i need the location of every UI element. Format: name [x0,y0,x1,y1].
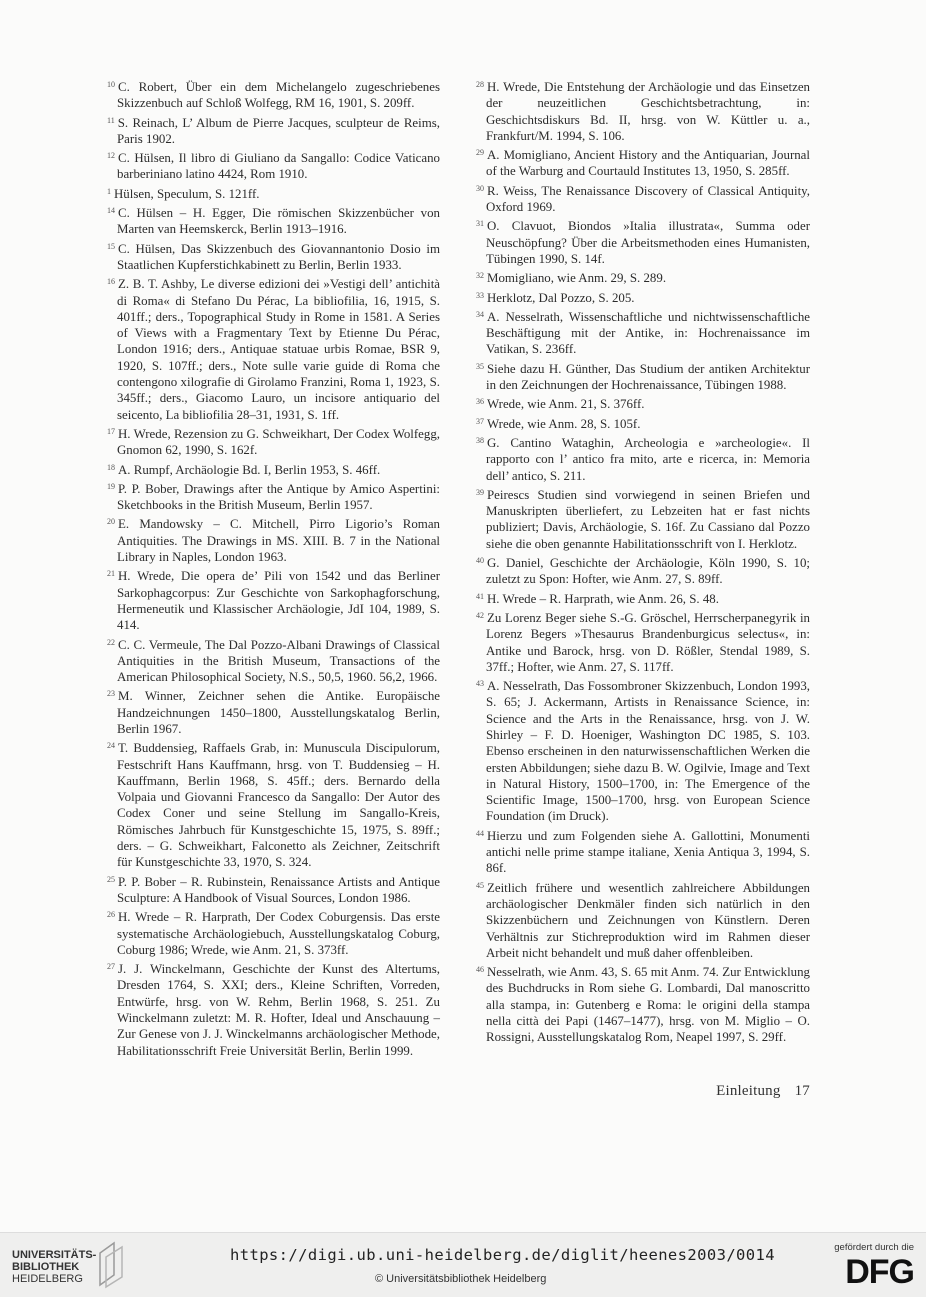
footnote-number: 44 [476,828,484,838]
footnote-number: 33 [476,290,484,300]
footnote-number: 42 [476,610,484,620]
footnote-text: H. Wrede, Rezension zu G. Schweikhart, Der Codex Wolfegg, Gnomon 62, 1990, S. 162f. [117,426,440,458]
footnote [476,485,810,552]
footnote-text: R. Weiss, The Renaissance Discovery of Classical Antiquity, Oxford 1969. [486,183,810,215]
footnote-number: 41 [476,591,484,601]
footnote [107,907,440,958]
footnote [107,184,440,202]
footnote-number: 35 [476,361,484,371]
footnote-number: 25 [107,874,115,884]
footnote-text: Wrede, wie Anm. 28, S. 105f. [487,416,641,431]
footnote [107,872,440,907]
footnote-number: 31 [476,219,484,229]
footnote-text: Peirescs Studien sind vorwiegend in seinen Briefen und Manuskripten überliefert, zu Lebzeiten hat er fast nichts publiziert; Davis, Archäologie, S. 16f. Zu Cassiano dal Pozzo siehe die oben genannte Habilitationsschrift von I. Herklotz. [486,487,810,551]
footnote-text: Zeitlich frühere und wesentlich zahlreichere Abbildungen archäologischer Denkmäler finden sich natürlich in den Skizzenbüchern und Zeichnungen von Künstlern. Deren Verhältnis zur Stichreproduktion wird im Rahmen dieser Arbeit nicht behandelt und muß daher offenbleiben. [486,880,810,960]
footnote-text: A. Momigliano, Ancient History and the Antiquarian, Journal of the Warburg and Courtauld Institutes 13, 1950, S. 285ff. [486,148,810,179]
footnote [107,274,440,423]
footnote-text: H. Wrede – R. Harprath, wie Anm. 26, S. 48. [487,591,719,606]
footnote-text: A. Rumpf, Archäologie Bd. I, Berlin 1953, S. 46ff. [118,462,381,477]
section-title: Einleitung [716,1083,781,1099]
footnote-number: 38 [476,435,484,445]
footnote-text: T. Buddensieg, Raffaels Grab, in: Munuscula Discipulorum, Festschrift Hans Kauffmann, hrsg. von T. Buddensieg – H. Kauffmann, Berlin 1968, S. 45ff.; ders. Bernardo della Volpaia und Giovanni Francesco da Sangallo: Der Autor des Codex Coner und seine Stellung im Sangallo-Kreis, Römisches Jahrbuch für Kunstgeschichte 15, 1975, S. 89ff.; ders. – G. Schweikhart, Falconetto als Zeichner, Zeitschrift für Kunstgeschichte 33, 1970, S. 324. [117,741,440,870]
footnote-text: Siehe dazu H. Günther, Das Studium der antiken Architektur in den Zeichnungen der Hochrenaissance, Tübingen 1988. [486,361,810,393]
footnote-text: A. Nesselrath, Das Fossombroner Skizzenbuch, London 1993, S. 65; J. Ackermann, Artists in Renaissance Science, in: Science and the Arts in the Renaissance, hrsg. von J. W. Shirley – F. D. Hoeniger, Washington DC 1985, S. 103. Ebenso erscheinen in den naturwissenschaftlichen Werken die ersten Abbildungen; siehe dazu B. W. Ogilvie, Image and Text in Natural History, 1500–1700, in: The Emergence of the Scientific Image, 1500–1700, hrsg. von European Science Foundation (im Druck). [486,679,810,824]
footnote [476,77,810,144]
footnote [107,148,440,183]
footnote-number: 10 [107,80,115,89]
footnote [476,181,810,216]
library-name-line2: BIBLIOTHEK [12,1261,80,1273]
footnote [107,460,440,478]
dfg-logo[interactable] [834,1242,914,1289]
footnote-text: E. Mandowsky – C. Mitchell, Pirro Ligorio’s Roman Antiquities. The Drawings in MS. XIII. B. 7 in the National Library in Naples, London 1963. [117,517,440,565]
footnote [107,239,440,274]
footnote [476,608,810,675]
library-name-line3: HEIDELBERG [12,1273,83,1285]
footnote-text: G. Cantino Wataghin, Archeologia e »archeologie«. Il rapporto con l’ antico fra mito, arte e ricerca, in: Memoria dell’ antico, S. 211. [486,435,810,483]
footnote-text: S. Reinach, L’ Album de Pierre Jacques, sculpteur de Reims, Paris 1902. [117,115,440,146]
footnote-text: C. Hülsen, Das Skizzenbuch des Giovannantonio Dosio im Staatlichen Kupferstichkabinett zu Berlin, Berlin 1933. [117,241,440,272]
footnote [476,962,810,1045]
footnote [476,288,810,306]
footnote-text: J. J. Winckelmann, Geschichte der Kunst des Altertums, Dresden 1764, S. XXI; ders., Kleine Schriften, Vorreden, Entwürfe, hrsg. von W. Rehm, Berlin 1968, S. 251. Zu Winckelmann zuletzt: M. R. Hofter, Ideal und Anschauung – Zur Genese von J. J. Winckelmanns archäologischer Methode, Habilitationsschrift Freie Universität Berlin, Berlin 1999. [117,962,440,1058]
footnote-number: 1 [107,186,111,196]
footnote-number: 43 [476,679,484,689]
footnote-text: H. Wrede, Die Entstehung der Archäologie und das Einsetzen der neuzeitlichen Geschichtsbetrachtung, in: Geschichtsdiskurs Bd. II, hrsg. von W. Küttler u. a., Frankfurt/M. 1994, S. 106. [486,80,810,143]
footnote [476,676,810,825]
footnote-text: Wrede, wie Anm. 21, S. 376ff. [487,397,645,412]
footnote [476,589,810,607]
library-mark-icon [96,1239,130,1289]
footnote-number: 39 [476,487,484,497]
footnote-number: 19 [107,481,115,491]
footnote-number: 21 [107,569,115,579]
digitization-banner [0,1232,926,1297]
footnote-number: 28 [476,80,484,89]
library-name-line1: UNIVERSITÄTS- [12,1249,97,1261]
footnote-number: 27 [107,962,115,972]
footnote-number: 15 [107,241,115,251]
footnote-text: C. C. Vermeule, The Dal Pozzo-Albani Drawings of Classical Antiquities in the British Museum, Transactions of the American Philosophical Society, N.S., 50,5, 1960. 56,2, 1966. [117,637,440,685]
footnote-number: 14 [107,206,115,216]
footnote [476,216,810,267]
footnote [107,959,440,1059]
footnote-text: Hülsen, Speculum, S. 121ff. [114,186,260,201]
footnote [476,394,810,412]
footnote-number: 29 [476,148,484,158]
footnote-number: 36 [476,397,484,407]
footnote-number: 32 [476,271,484,281]
dfg-wordmark: DFG [845,1253,914,1291]
page-number: 17 [794,1083,810,1099]
footnote [476,826,810,877]
footnote [107,738,440,870]
footnote [107,514,440,565]
footnote-number: 17 [107,426,115,436]
footnote [107,479,440,514]
footnotes-left-column [107,77,440,1060]
footnote-text: A. Nesselrath, Wissenschaftliche und nichtwissenschaftliche Beschäftigung mit der Antike, in: Hochrenaissance im Vatikan, S. 236ff. [486,309,810,357]
footnote-text: O. Clavuot, Biondos »Italia illustrata«, Summa oder Neuschöpfung? Über die Arbeitsmethoden eines Humanisten, Tübingen 1990, S. 14f. [486,219,810,266]
footnote-number: 40 [476,556,484,566]
footnote [476,414,810,432]
footnote-number: 18 [107,462,115,472]
footnote [107,635,440,686]
footnote [476,878,810,961]
footnote-number: 26 [107,910,115,920]
funding-claim: gefördert durch die [834,1242,914,1253]
footnote [476,145,810,180]
footnote-number: 46 [476,965,484,975]
footnote-number: 12 [107,151,115,161]
footnote-text: H. Wrede – R. Harprath, Der Codex Coburgensis. Das erste systematische Archäologiebuch, Ausstellungskatalog Coburg, Coburg 1986; Wrede, wie Anm. 21, S. 373ff. [117,910,440,957]
footnotes-right-column [476,77,810,1047]
footnote [107,566,440,633]
footnote [476,359,810,394]
footnote-text: Zu Lorenz Beger siehe S.-G. Gröschel, Herrscherpanegyrik in Lorenz Begers »Thesaurus Brandenburgicus selectus«, in: Antike und Barock, hrsg. von D. Rößler, Stendal 1989, S. 37ff.; Hofter, wie Anm. 27, S. 117ff. [486,610,810,674]
footnote-text: C. Hülsen – H. Egger, Die römischen Skizzenbücher von Marten van Heemskerck, Berlin 1913–1916. [117,206,440,237]
footnote-text: M. Winner, Zeichner sehen die Antike. Europäische Handzeichnungen 1450–1800, Ausstellungskatalog Berlin, Berlin 1967. [117,689,440,736]
footnote-number: 22 [107,637,115,647]
footnote [107,113,440,148]
footnote-number: 45 [476,880,484,890]
footnote-text: C. Robert, Über ein dem Michelangelo zugeschriebenes Skizzenbuch auf Schloß Wolfegg, RM 16, 1901, S. 209ff. [117,80,440,111]
footnote [107,424,440,459]
footnote-text: P. P. Bober – R. Rubinstein, Renaissance Artists and Antique Sculpture: A Handbook of Visual Sources, London 1986. [117,874,440,905]
footnote-text: G. Daniel, Geschichte der Archäologie, Köln 1990, S. 10; zuletzt zu Spon: Hofter, wie Anm. 27, S. 89ff. [486,556,810,587]
footnote [476,433,810,484]
footnote-text: Hierzu und zum Folgenden siehe A. Gallottini, Monumenti antichi nelle prime stampe italiane, Xenia Antiqua 3, 1994, S. 86f. [486,828,810,876]
footnote-number: 34 [476,309,484,319]
footnote-number: 23 [107,689,115,699]
footnote-text: H. Wrede, Die opera de’ Pili von 1542 und das Berliner Sarkophagcorpus: Zur Geschichte von Sarkophagforschung, Hermeneutik und Klassischer Archäologie, JdI 104, 1989, S. 414. [117,569,440,633]
footnote [476,307,810,358]
footnote-text: Herklotz, Dal Pozzo, S. 205. [487,290,635,305]
footnote-text: Z. B. T. Ashby, Le diverse edizioni dei »Vestigi dell’ antichità di Roma« di Stefano Du Pérac, La bibliofilia, 16, 1915, S. 401ff.; ders., Topographical Study in Rome in 1581. A Series of Views with a Fragmentary Text by Etienne Du Pérac, London 1916; ders., Antiquae statuae urbis Romae, BSR 9, 1920, S. 107ff.; ders., Note sulle varie guide di Roma che contengono xilografie di Girolamo Franzini, Roma 1, 1923, S. 345ff.; ders., Giacomo Lauro, un incisore antiquario del seicento, La bibliofilia 28–31, 1931, S. 1ff. [117,277,440,422]
footnote-text: C. Hülsen, Il libro di Giuliano da Sangallo: Codice Vaticano barberiniano latino 4424, Rom 1910. [117,151,440,182]
footnote-number: 11 [107,115,115,125]
footnote [476,553,810,588]
footnote-text: Nesselrath, wie Anm. 43, S. 65 mit Anm. 74. Zur Entwicklung des Buchdrucks in Rom siehe G. Lombardi, Dal manoscritto alla stampa, in: Gutenberg e Roma: le origini della stampa nella città dei Papi (1467–1477), hrsg. von M. Miglio – O. Rossigni, Ausstellungskatalog Rom, Neapel 1997, S. 29ff. [486,965,810,1045]
footnote-number: 37 [476,416,484,426]
footnote-number: 20 [107,517,115,527]
running-footer [716,1083,810,1100]
footnote-text: Momigliano, wie Anm. 29, S. 289. [487,271,667,286]
footnote [107,203,440,238]
footnote [107,77,440,112]
permalink-url[interactable]: https://digi.ub.uni-heidelberg.de/diglit/heenes2003/0014 [230,1246,775,1264]
copyright-notice: © Universitätsbibliothek Heidelberg [375,1273,547,1285]
footnote [107,686,440,737]
footnote-number: 24 [107,741,115,751]
footnote-text: P. P. Bober, Drawings after the Antique by Amico Aspertini: Sketchbooks in the British Museum, Berlin 1957. [117,481,440,513]
footnote [476,268,810,286]
footnote-number: 16 [107,277,115,287]
footnote-number: 30 [476,183,484,193]
